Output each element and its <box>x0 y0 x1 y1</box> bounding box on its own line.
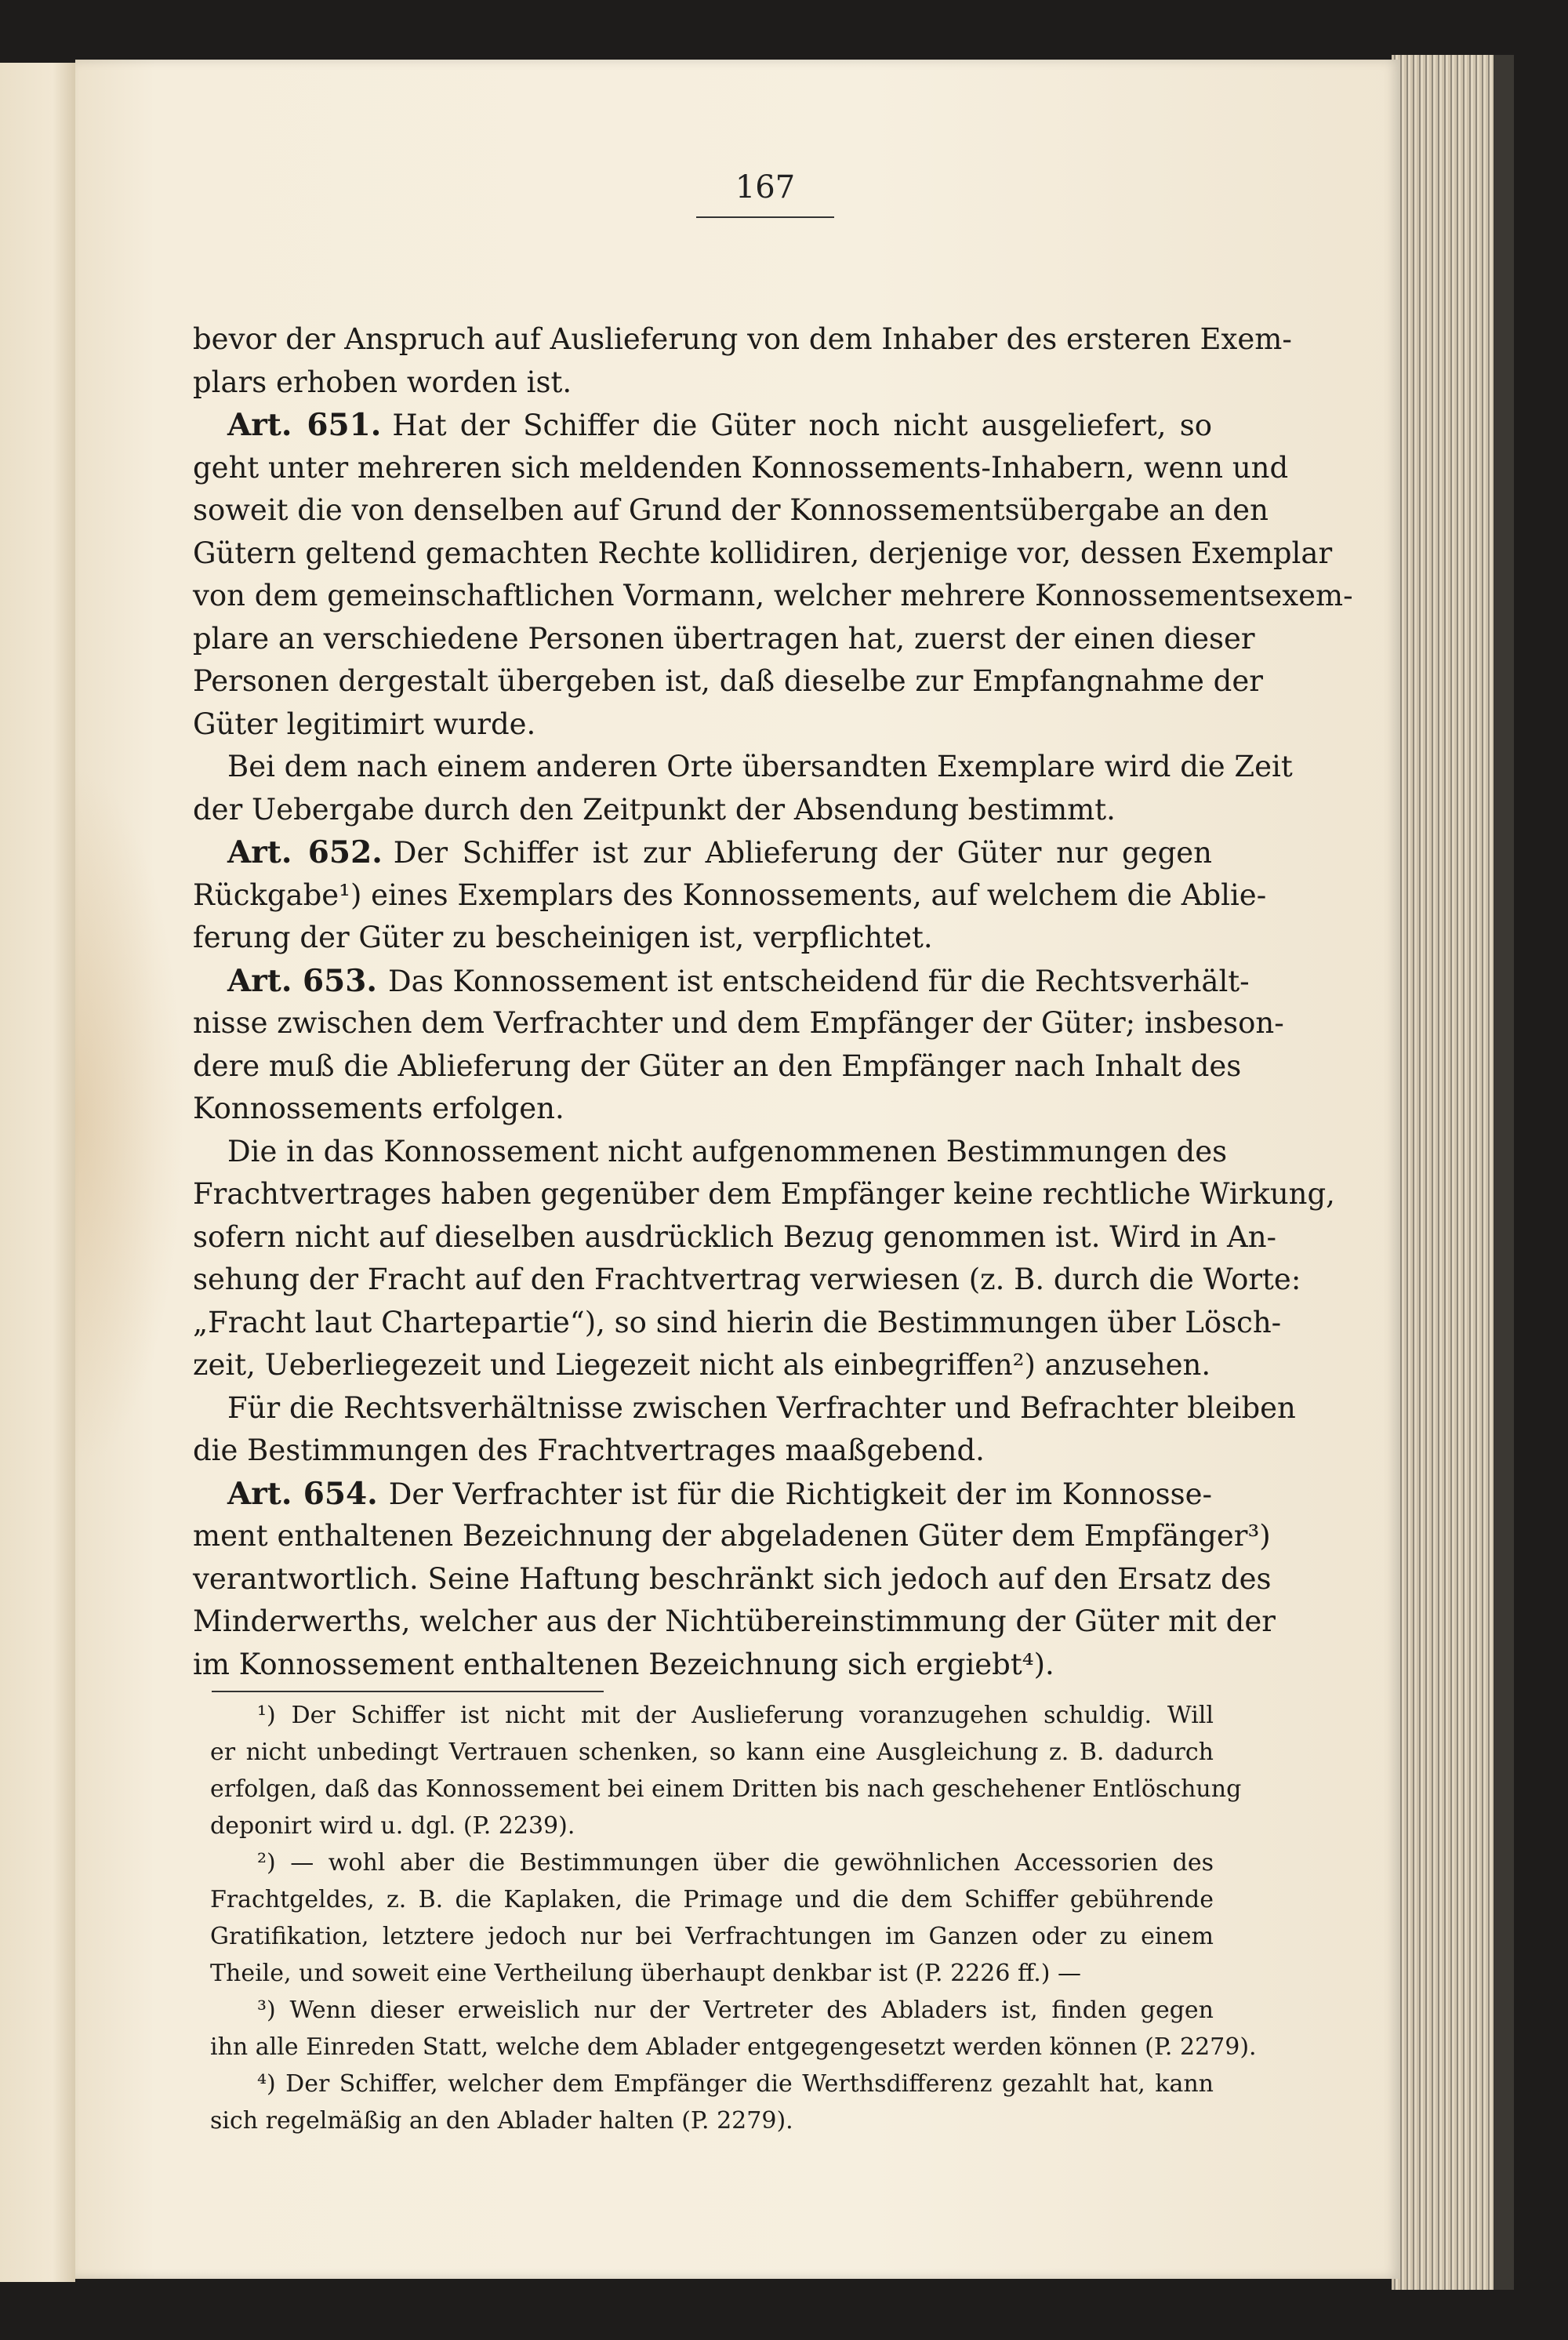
line-text: Gratifikation, letztere jedoch nur bei Verfrachtungen im Ganzen oder zu einem <box>210 1923 1214 1950</box>
line-text: deponirt wird u. dgl. (P. 2239). <box>210 1812 575 1840</box>
book-page <box>75 60 1400 2279</box>
line-text: Frachtgeldes, z. B. die Kaplaken, die Primage und die dem Schiffer gebührende <box>210 1886 1214 1913</box>
footnote-line <box>210 1734 1214 1771</box>
footnote-line <box>210 2066 1214 2102</box>
footnote-rule <box>212 1691 604 1692</box>
water-stain <box>75 765 185 1471</box>
line-text: Hat der Schiffer die Güter noch nicht ausgeliefert, so <box>392 409 1212 442</box>
line-text: ¹) Der Schiffer ist nicht mit der Auslieferung voranzugehen schuldig. Will <box>257 1702 1214 1729</box>
text-line <box>193 447 1289 490</box>
text-line <box>193 874 1267 917</box>
line-text: geht unter mehreren sich meldenden Konnossements-Inhabern, wenn und <box>193 450 1289 485</box>
line-text: im Konnossement enthaltenen Bezeichnung sich ergiebt⁴). <box>193 1647 1054 1681</box>
line-text: Das Konnossement ist entscheidend für die Rechtsverhält- <box>387 964 1250 998</box>
text-line <box>193 831 1212 874</box>
line-text: verantwortlich. Seine Haftung beschränkt sich jedoch auf den Ersatz des <box>193 1561 1272 1596</box>
line-text: Rückgabe¹) eines Exemplars des Konnossements, auf welchem die Ablie- <box>193 878 1267 912</box>
line-text: nisse zwischen dem Verfrachter und dem Empfänger der Güter; insbeson- <box>193 1006 1284 1040</box>
footnote-line <box>210 2029 1257 2066</box>
line-text: Frachtvertrages haben gegenüber dem Empfänger keine rechtliche Wirkung, <box>193 1177 1335 1211</box>
text-line <box>193 1302 1282 1345</box>
text-line <box>193 362 1212 405</box>
line-text: sehung der Fracht auf den Frachtvertrag verwiesen (z. B. durch die Worte: <box>193 1263 1301 1296</box>
text-line <box>193 1601 1276 1644</box>
text-line <box>193 1216 1277 1259</box>
line-text: plars erhoben worden ist. <box>193 365 572 399</box>
text-line <box>193 1515 1271 1558</box>
line-text: Gütern geltend gemachten Rechte kollidiren, derjenige vor, dessen Exemplar <box>193 536 1333 570</box>
text-line <box>193 703 1212 747</box>
text-line <box>193 917 1212 960</box>
text-line <box>193 1558 1272 1601</box>
text-line <box>193 532 1333 576</box>
line-text: ihn alle Einreden Statt, welche dem Ablader entgegengesetzt werden können (P. 2279). <box>210 2033 1257 2061</box>
footnote-line <box>210 2102 1214 2139</box>
line-text: der Uebergabe durch den Zeitpunkt der Absendung bestimmt. <box>193 792 1116 827</box>
line-text: ²) — wohl aber die Bestimmungen über die gewöhnlichen Accessorien des <box>257 1849 1214 1877</box>
line-text: Theile, und soweit eine Vertheilung überhaupt denkbar ist (P. 2226 ff.) — <box>210 1960 1081 1987</box>
page-number-rule <box>696 216 834 218</box>
line-text: Personen dergestalt übergeben ist, daß dieselbe zur Empfangnahme der <box>193 664 1263 698</box>
line-text: Der Schiffer ist zur Ablieferung der Güter nur gegen <box>393 836 1212 870</box>
book-page-edges <box>1392 55 1514 2290</box>
footnote-line <box>210 1918 1214 1955</box>
page-number: 167 <box>735 169 796 205</box>
line-text: „Fracht laut Chartepartie“), so sind hierin die Bestimmungen über Lösch- <box>193 1305 1282 1339</box>
text-line <box>193 489 1269 532</box>
text-line <box>193 960 1250 1003</box>
text-line <box>193 789 1212 832</box>
article-heading: Art. 651. <box>227 407 382 443</box>
text-line <box>193 1344 1212 1387</box>
text-line <box>193 1131 1228 1174</box>
line-text: erfolgen, daß das Konnossement bei einem Dritten bis nach geschehener Entlöschung <box>210 1775 1242 1803</box>
line-text: sich regelmäßig an den Ablader halten (P. 2279). <box>210 2107 793 2135</box>
line-text: Der Verfrachter ist für die Richtigkeit der im Konnosse- <box>388 1477 1213 1511</box>
line-text: dere muß die Ablieferung der Güter an den Empfänger nach Inhalt des <box>193 1048 1242 1083</box>
line-text: Konnossements erfolgen. <box>193 1092 564 1125</box>
footnote-line <box>210 1771 1242 1808</box>
text-line <box>193 1259 1301 1302</box>
text-line <box>193 1430 1212 1473</box>
line-text: die Bestimmungen des Frachtvertrages maaßgebend. <box>193 1433 985 1467</box>
line-text: ment enthaltenen Bezeichnung der abgeladenen Güter dem Empfänger³) <box>193 1519 1271 1553</box>
line-text: Güter legitimirt wurde. <box>193 707 536 741</box>
footnote-line <box>210 1881 1214 1918</box>
line-text: zeit, Ueberliegezeit und Liegezeit nicht als einbegriffen²) anzusehen. <box>193 1348 1211 1382</box>
facing-page-edge <box>0 63 75 2282</box>
text-line <box>193 1387 1296 1430</box>
line-text: ⁴) Der Schiffer, welcher dem Empfänger die Werthsdifferenz gezahlt hat, kann <box>257 2070 1214 2098</box>
line-text: soweit die von denselben auf Grund der Konnossementsübergabe an den <box>193 493 1269 527</box>
line-text: Bei dem nach einem anderen Orte übersandten Exemplare wird die Zeit <box>227 750 1293 783</box>
footnote-line <box>210 1844 1214 1881</box>
text-line <box>193 660 1263 703</box>
text-line <box>193 1088 1212 1131</box>
line-text: Die in das Konnossement nicht aufgenommenen Bestimmungen des <box>227 1134 1228 1168</box>
footnotes <box>210 1697 1257 2139</box>
text-line <box>193 1045 1242 1088</box>
line-text: bevor der Anspruch auf Auslieferung von dem Inhaber des ersteren Exem- <box>193 322 1292 356</box>
text-line <box>193 318 1292 362</box>
text-line <box>193 1002 1284 1045</box>
text-line <box>193 618 1255 661</box>
text-line <box>193 575 1353 618</box>
footnote-line <box>210 1992 1214 2029</box>
line-text: Für die Rechtsverhältnisse zwischen Verfrachter und Befrachter bleiben <box>227 1390 1296 1425</box>
article-heading: Art. 652. <box>227 834 383 870</box>
footnote-line <box>210 1955 1214 1992</box>
article-heading: Art. 653. <box>227 962 377 999</box>
line-text: ³) Wenn dieser erweislich nur der Vertreter des Abladers ist, finden gegen <box>257 1997 1214 2024</box>
line-text: er nicht unbedingt Vertrauen schenken, so kann eine Ausgleichung z. B. dadurch <box>210 1739 1214 1766</box>
text-line <box>193 1173 1335 1216</box>
body-text <box>193 318 1353 1686</box>
text-line <box>193 404 1212 447</box>
line-text: plare an verschiedene Personen übertragen hat, zuerst der einen dieser <box>193 621 1255 656</box>
footnote-line <box>210 1697 1214 1734</box>
footnote-line <box>210 1808 1214 1844</box>
article-heading: Art. 654. <box>227 1475 378 1512</box>
line-text: sofern nicht auf dieselben ausdrücklich Bezug genommen ist. Wird in An- <box>193 1219 1277 1254</box>
text-line <box>193 1473 1212 1516</box>
line-text: ferung der Güter zu bescheinigen ist, verpflichtet. <box>193 921 933 954</box>
text-line <box>193 746 1293 789</box>
line-text: Minderwerths, welcher aus der Nichtübereinstimmung der Güter mit der <box>193 1604 1276 1638</box>
line-text: von dem gemeinschaftlichen Vormann, welcher mehrere Konnossementsexem- <box>193 579 1353 612</box>
text-line <box>193 1644 1212 1687</box>
